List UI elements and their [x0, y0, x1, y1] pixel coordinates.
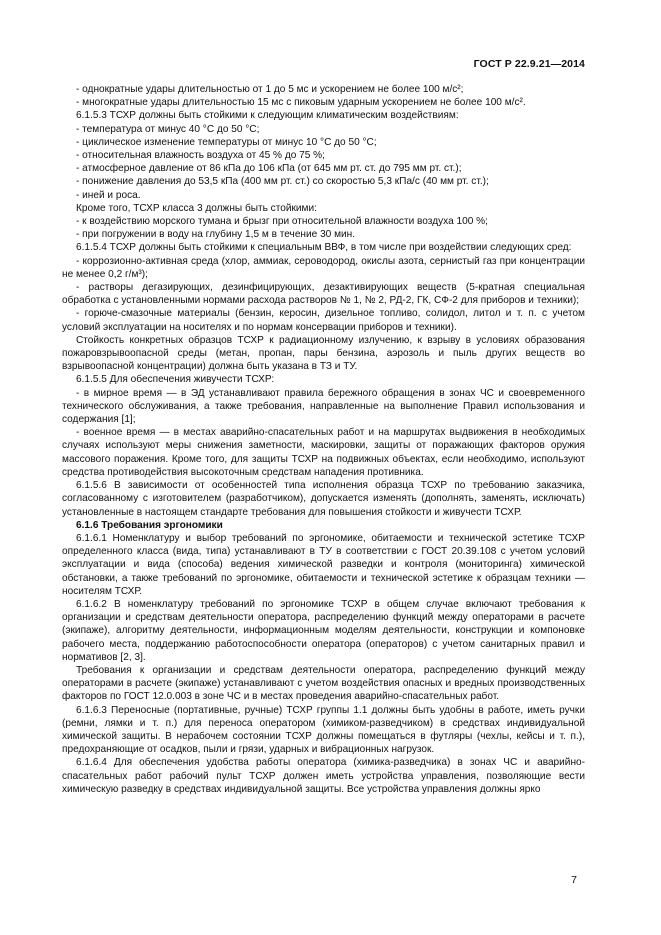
section-heading: 6.1.6 Требования эргономики — [76, 519, 223, 531]
list-item: - циклическое изменение температуры от минус 10 °С до 50 °С; — [76, 136, 377, 148]
list-item: - к воздействию морского тумана и брызг при относительной влажности воздуха 100 %; — [76, 216, 488, 228]
list-item: - коррозионно-активная среда (хлор, аммиак, сероводород, окислы азота, сернистый газ при концентрации не менее 0,2 г/м³); — [62, 255, 585, 280]
list-item: - иней и роса. — [76, 189, 141, 201]
list-item: - температура от минус 40 °С до 50 °С; — [76, 123, 260, 135]
list-item: - растворы дегазирующих, дезинфицирующих, дезактивирующих веществ (5-кратная специальная обработка с установленными нормами расхода растворов № 1, № 2, РД-2, ГК, СФ-2 для приборов и техники); — [62, 282, 585, 307]
list-item: - военное время — в местах аварийно-спасательных работ и на маршрутах выдвижения в необходимых случаях используют меры снижения заметности, маскировки, защиты от поражающих факторов оружия массового поражения. Кроме того, для защиты ТСХР на подвижных объектах, если необходимо, используют средства противодействия высокоточным средствам нападения противника. — [62, 427, 585, 478]
section-paragraph: 6.1.5.4 ТСХР должны быть стойкими к специальным ВВФ, в том числе при воздействии следующих сред: — [76, 242, 572, 254]
section-paragraph: 6.1.5.6 В зависимости от особенностей типа исполнения образца ТСХР по требованию заказчика, согласованному с изготовителем (разработчиком), допускается изменять (дополнять, заменять, исключать) установленные в настоящем стандарте требования для повышения стойкости и живучести ТСХР. — [62, 480, 585, 518]
list-item: - в мирное время — в ЭД устанавливают правила бережного обращения в зонах ЧС и своевременного технического обслуживания, а также требования, направленные на выполнение Правил использования и содержания [1]; — [62, 387, 585, 426]
section-paragraph: 6.1.6.4 Для обеспечения удобства работы оператора (химика-разведчика) в зонах ЧС и аварийно-спасательных работ рабочий пульт ТСХР должен иметь устройства управления, позволяющие вести химическую разведку в средствах индивидуальной защиты. Все устройства управления должны ярко — [62, 757, 585, 795]
paragraph: - многократные удары длительностью 15 мс с пиковым ударным ускорением не более 100 м/с². — [76, 97, 526, 109]
document-header: ГОСТ Р 22.9.21—2014 — [473, 58, 585, 70]
list-item: - относительная влажность воздуха от 45 % до 75 %; — [76, 150, 325, 162]
document-body — [62, 83, 585, 796]
list-item: - понижение давления до 53,5 кПа (400 мм рт. ст.) со скоростью 5,3 кПа/с (40 мм рт. ст.); — [76, 176, 489, 188]
paragraph: - однократные удары длительностью от 1 до 5 мс и ускорением не более 100 м/с²; — [76, 84, 464, 95]
section-paragraph: 6.1.6.3 Переносные (портативные, ручные) ТСХР группы 1.1 должны быть удобны в работе, иметь ручки (ремни, лямки и т. п.) для переноса оператором (химиком-разведчиком) в средствах индивидуальной химической защиты. В нерабочем состоянии ТСХР должны помещаться в футляры (чехлы, кейсы и т. п.), предохраняющие от осадков, пыли и грязи, ударных и вибрационных нагрузок. — [62, 704, 585, 756]
section-paragraph: 6.1.5.5 Для обеспечения живучести ТСХР: — [76, 374, 275, 386]
paragraph: Требования к организации и средствам деятельности оператора, распределению функций между операторами в расчете (экипаже) устанавливают с учетом воздействия опасных и вредных производственных факторов по ГОСТ 12.0.003 в зоне ЧС и в местах проведения аварийно-спасательных работ. — [62, 664, 585, 703]
section-paragraph: 6.1.6.2 В номенклатуру требований по эргономике ТСХР в общем случае включают требования к организации и средствам деятельности оператора, распределению функций между операторами в расчете (экипаже), алгоритму деятельности, информационным моделям деятельности, конструкции и компоновке рабочего места, поддержанию работоспособности оператора (операторов) с учетом санитарных правил и нормативов [2, 3]. — [62, 598, 585, 663]
section-paragraph: 6.1.5.3 ТСХР должны быть стойкими к следующим климатическим воздействиям: — [76, 110, 459, 122]
paragraph: Кроме того, ТСХР класса 3 должны быть стойкими: — [76, 202, 317, 214]
list-item: - атмосферное давление от 86 кПа до 106 кПа (от 645 мм рт. ст. до 795 мм рт. ст.); — [76, 163, 462, 175]
section-paragraph: 6.1.6.1 Номенклатуру и выбор требований по эргономике, обитаемости и технической эстетике ТСХР определенного класса (вида, типа) устанавливают в ТУ в соответствии с ГОСТ 20.39.108 с учетом условий эксплуатации и вида (способа) ведения химической разведки и контроля (мониторинга) химической обстановки, а также требований по эргономике, обитаемости и технической эстетике к образцам техники — носителям ТСХР. — [62, 532, 585, 597]
list-item: - при погружении в воду на глубину 1,5 м в течение 30 мин. — [76, 229, 356, 241]
paragraph: Стойкость конкретных образцов ТСХР к радиационному излучению, к взрыву в условиях образования пожаровзрывоопасной среды (метан, пропан, пары бензина, аэрозоль и пыль других веществ во взрывоопасной концентрации) должна быть указана в ТЗ и ТУ. — [62, 334, 585, 373]
page-number: 7 — [571, 874, 577, 886]
list-item: - горюче-смазочные материалы (бензин, керосин, дизельное топливо, солидол, литол и т. п. с учетом условий эксплуатации на носителях и по нормам консервации приборов и техники). — [62, 308, 585, 333]
